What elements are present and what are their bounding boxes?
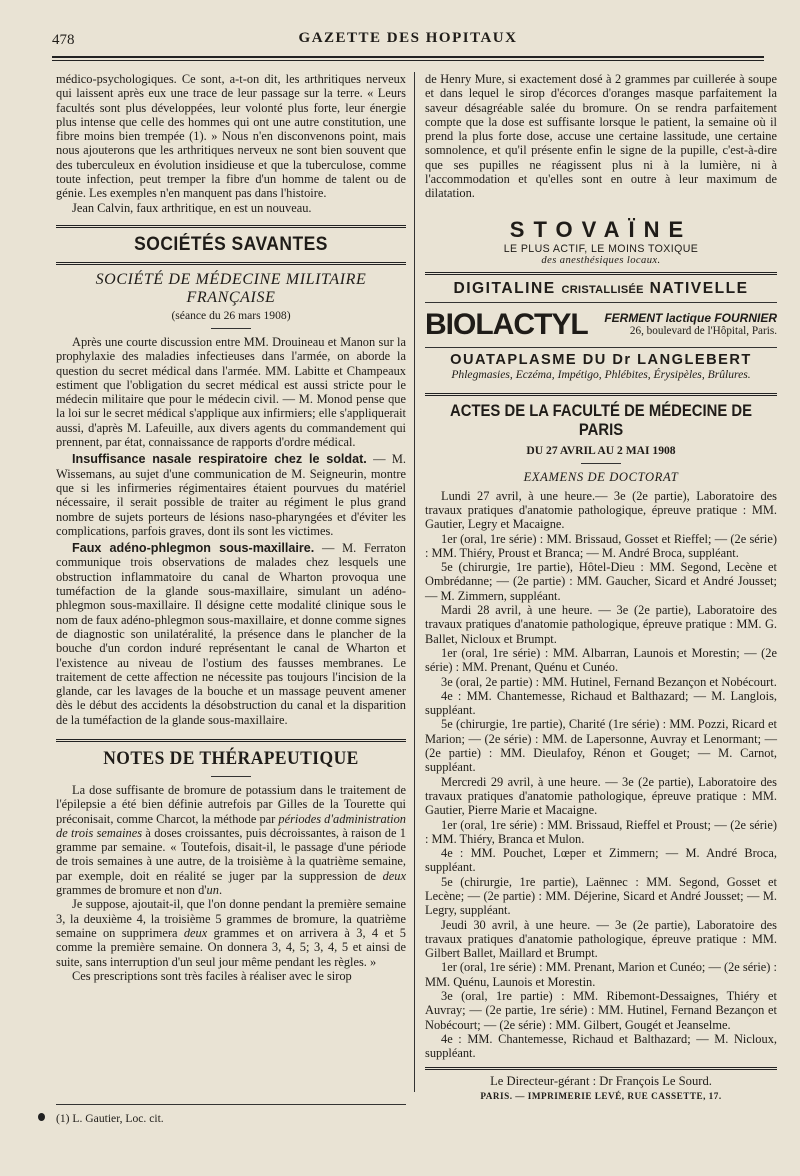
notes-therapeutique-title: NOTES DE THÉRAPEUTIQUE [103,747,359,769]
exam-entry: 5e (chirurgie, 1re partie), Charité (1re série) : MM. Pozzi, Ricard et Marion; — (2e série) : MM. de Lapersonne, Auvray et Lenormant; — (2e partie) : MM. Dieulafoy, Rénon et Gouget; — M. Carnot, suppléant. [425,717,777,775]
footnote-rule [56,1104,406,1105]
exam-entry: Lundi 27 avril, à une heure.— 3e (2e partie), Laboratoire des travaux pratiques d'anatomie pathologique, épreuve pratique : MM. Gautier, Legry et Macaigne. [425,488,777,532]
societe-paragraph-2: Insuffisance nasale respiratoire chez le soldat. — M. Wissemans, au sujet d'une communication de M. Seigneurin, montre que si les infirmeries régimentaires étaient pourvues du matériel nécessaire, il serait possible de traiter au régiment le plus grand nombre de sujets porteurs de lésions naso-pharyngées et d'éviter les complications, parfois graves, dont ils sont les victimes. [56,452,406,538]
stovaine-tagline: LE PLUS ACTIF, LE MOINS TOXIQUE [503,242,699,255]
societes-savantes-title: SOCIÉTÉS SAVANTES [134,233,328,255]
seance-date: (séance du 26 mars 1908) [171,308,291,322]
ad-rule [425,272,777,275]
header-rule [52,56,764,61]
exam-entry: 1er (oral, 1re série) : MM. Albarran, Launois et Morestin; — (2e série) : MM. Prenant, Quénu et Cunéo. [425,645,777,675]
digitaline-ad: DIGITALINE CRISTALLISÉE NATIVELLE [453,279,749,297]
section-rule [56,739,406,742]
societe-paragraph-3: Faux adéno-phlegmon sous-maxillaire. — M. Ferraton communique trois observations de malades chez lesquels une obstruction inflammatoire du canal de Wharton provoqua une tuméfaction de la glande sous-maxillaire, simulant un adéno-phlegmon sous-maxillaire. Il désigne cette modalité clinique sous le nom de faux adéno-phlegmon sous-maxillaire, et donne comme signes de diagnostic son unilatéralité, la présence dans le plancher de la bouche d'un cordon induré représentant le canal de Wharton et l'existence au niveau de l'ostium des fausses membranes. Le traitement de cette affection ne nécessite pas toujours l'incision de la glande, car les lavages de la bouche et un massage peuvent amener dès le début des accidents la désobstruction du canal et la disparition de la tuméfaction de la glande sous-maxillaire. [56,541,406,727]
section-rule [56,225,406,228]
exam-entry: 1er (oral, 1re série) : MM. Brissaud, Rieffel et Proust; — (2e série) : MM. Thiéry, Branca et Mulon. [425,817,777,846]
paragraph-heading: Faux adéno-phlegmon sous-maxillaire. [72,541,315,556]
exam-entry: Jeudi 30 avril, à une heure. — 3e (2e partie), Laboratoire des travaux pratiques d'anatomie pathologique, épreuve pratique : MM. Gilbert Ballet, Maillard et Brumpt. [425,917,777,961]
ouataplasme-indications: Phlegmasies, Eczéma, Impétigo, Phlébites, Érysipèles, Brûlures. [451,367,751,381]
intro-paragraph: médico-psychologiques. Ce sont, a-t-on dit, les arthritiques nerveux qui laissent après eux une trace de leur passage sur la terre. « Leurs facultés sont plus développées, leur volonté plus forte, leur énergie plus intense que celle des hommes qui ont une autre constitution, une fibre moins bien trempée (1). » Nous n'en disconvenons point, mais nous ajouterons que les arthritiques nerveux ne sont bien souvent que des tuberculeux en évolution insidieuse et que la tuberculose, comme toute infection, peut tremper la fibre d'un homme de talent ou de génie. Les exemples n'en manquent pas dans l'histoire. [56,72,406,201]
societe-name: SOCIÉTÉ DE MÉDECINE MILITAIRE FRANÇAISE [95,270,367,306]
exam-entry: 4e : MM. Chantemesse, Richaud et Balthazard; — M. Langlois, suppléant. [425,688,777,718]
notes-paragraph-2: Je suppose, ajoutait-il, que l'on donne pendant la première semaine 3, la deuxième 4, la troisième 5 grammes de bromure, la quatrième semaine on supprimera deux grammes et on arrivera à 3, 4 et 5 comme la première semaine. On donnera 3, 4, 5; 3, 4, 5 et ainsi de suite, sans interruption d'un seul jour même pendant les règles. » [56,897,406,969]
section-rule [56,262,406,265]
ferment-label: FERMENT lactique FOURNIER [604,310,777,325]
right-column [425,72,777,1101]
journal-title: GAZETTE DES HOPITAUX [298,30,518,46]
printer-imprint: PARIS. — IMPRIMERIE LEVÉ, RUE CASSETTE, 17. [480,1090,722,1101]
stovaine-ad: STOVAÏNE [509,216,693,242]
bullet-mark [38,1113,45,1121]
actes-date: DU 27 AVRIL AU 2 MAI 1908 [526,443,676,457]
left-column [56,72,406,983]
signature-rule [425,1067,777,1070]
stovaine-tagline-2: des anesthésiques locaux. [541,254,661,266]
exam-entry: 5e (chirurgie, 1re partie), Hôtel-Dieu : MM. Segond, Lecène et Ombrédanne; — (2e partie) : MM. Gaucher, Sicard et André Jousset; — M. Zimmern, suppléant. [425,560,777,603]
exam-list [425,489,777,1061]
page-header [52,30,764,52]
column-separator [414,72,415,1092]
exam-entry: 1er (oral, 1re série) : MM. Brissaud, Gosset et Rieffel; — (2e série) : MM. Thiéry, Proust et Branca; — M. André Broca, suppléant. [425,531,777,560]
examens-heading: EXAMENS DE DOCTORAT [523,469,679,484]
short-rule [581,463,621,464]
biolactyl-logo: BIOLACTYL [425,307,588,341]
advertisement-block [425,217,777,381]
exam-entry: 3e (oral, 1re partie) : MM. Ribemont-Dessaignes, Thiéry et Auvray; — (2e partie, 1re série) : MM. Hutinel, Fernand Bezançon et Nobécourt; — (2e série) : MM. Gilbert, Gougét et Jeanselme. [425,989,777,1032]
continuation-paragraph: de Henry Mure, si exactement dosé à 2 grammes par cuillerée à soupe et dans lequel le sirop d'écorces d'oranges masque parfaitement la saveur désagréable salée du bromure. On se rendra parfaitement compte que la dose est suffisante lorsque le patient, la semaine où il prend la plus forte dose, accuse une certaine lassitude, une certaine somnolence, et qu'il présente enfin le signe de la pupille, c'est-à-dire que ses pupilles ne réagissent plus ni à la lumière, ni à l'accommodation et qu'elles sont en outre à leur maximum de dilatation. [425,72,777,201]
exam-entry: Mardi 28 avril, à une heure. — 3e (2e partie), Laboratoire des travaux pratiques d'anatomie pathologique, épreuve pratique : MM. G. Ballet, Nicloux et Brumpt. [425,603,777,646]
exam-entry: 3e (oral, 2e partie) : MM. Hutinel, Fernand Bezançon et Nobécourt. [441,674,777,689]
exam-entry: Mercredi 29 avril, à une heure. — 3e (2e partie), Laboratoire des travaux pratiques d'anatomie pathologique, épreuve pratique : MM. Gautier, Pierre Marie et Macaigne. [425,774,777,818]
notes-paragraph-1: La dose suffisante de bromure de potassium dans le traitement de l'épilepsie a été bien définie autrefois par Gilles de la Tourette qui préconisait, comme Charcot, la méthode par périodes d'administration de trois semaines à doses croissantes, puis décroissantes, à raison de 1 gramme par semaine. « Toutefois, disait-il, le passage d'une période de trois semaines à une autre, de la troisième à la quatrième semaine, par exemple, doit en réalité se juger par la suppression de deux grammes de bromure et non d'un. [56,782,407,898]
exam-entry: 5e (chirurgie, 1re partie), Laënnec : MM. Segond, Gosset et Lecène; — (2e partie) : MM. Déjerine, Sicard et André Jousset; — M. Legry, suppléant. [425,874,777,918]
footnote: (1) L. Gautier, Loc. cit. [56,1112,164,1125]
notes-paragraph-3: Ces prescriptions sont très faciles à réaliser avec le sirop [72,968,352,983]
biolactyl-ad [425,302,777,348]
director-signature: Le Directeur-gérant : Dr François Le Sourd. [490,1073,712,1088]
intro-paragraph-2: Jean Calvin, faux arthritique, en est un nouveau. [72,200,312,215]
ouataplasme-ad: OUATAPLASME DU Dr LANGLEBERT [450,351,752,368]
page-number: 478 [52,32,75,48]
ferment-address: 26, boulevard de l'Hôpital, Paris. [629,324,777,337]
section-rule [425,393,777,396]
exam-entry: 4e : MM. Pouchet, Lœper et Zimmern; — M. André Broca, suppléant. [425,846,777,875]
short-rule [211,776,251,777]
paragraph-heading: Insuffisance nasale respiratoire chez le soldat. [72,452,367,467]
exam-entry: 1er (oral, 1re série) : MM. Prenant, Marion et Cunéo; — (2e série) : MM. Quénu, Launois et Morestin. [425,960,777,989]
exam-entry: 4e : MM. Chantemesse, Richaud et Balthazard; — M. Nicloux, suppléant. [425,1031,777,1061]
short-rule [211,328,251,329]
actes-faculte-title: ACTES DE LA FACULTÉ DE MÉDECINE DE PARIS [450,401,752,439]
societe-paragraph-1: Après une courte discussion entre MM. Drouineau et Manon sur la prophylaxie des maladies infectieuses dans l'armée, on aborde la question du secret médical dans l'armée. MM. Labitte et Champeaux estiment que l'obligation du secret médical est aussi stricte pour le médecin militaire que pour le médecin civil. — M. Monod pense que la loi sur le secret médical s'applique aux infirmiers; elle s'appliquerait aussi, d'après M. Lafeuille, aux divers agents du commandement qui prennent, par état, connaissance de rapports d'ordre médical. [56,334,406,450]
